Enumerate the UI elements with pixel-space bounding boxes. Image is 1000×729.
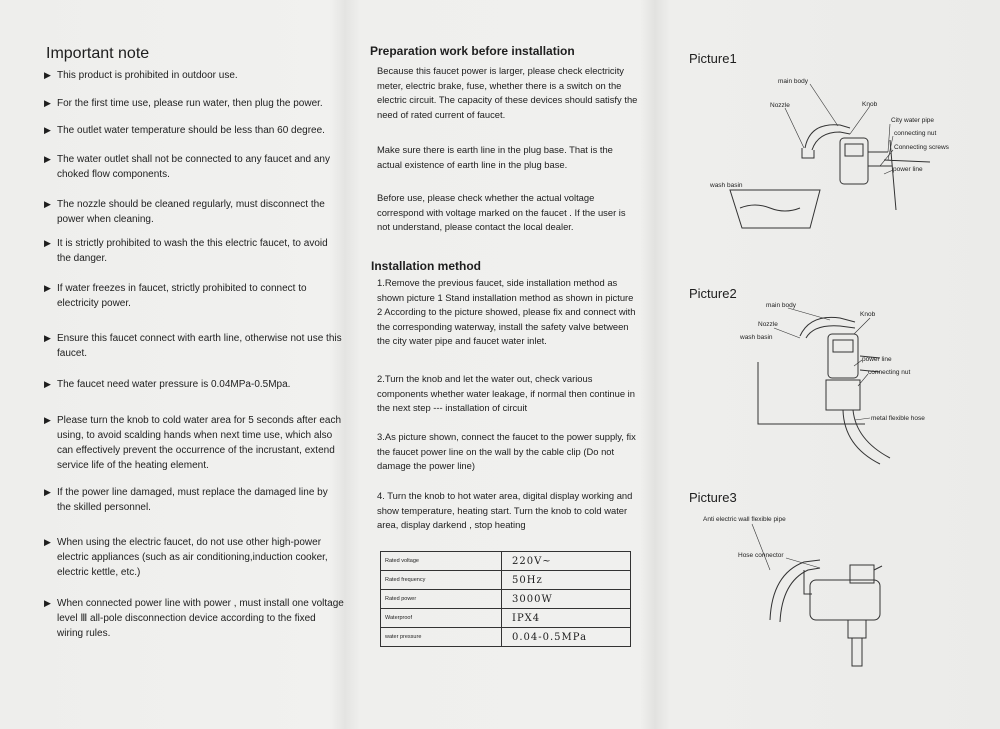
prep-paragraph: Make sure there is earth line in the plug base. That is the actual existence of earth line in the plug base. xyxy=(377,144,613,170)
picture2-diagram xyxy=(730,296,980,466)
important-note-title: Important note xyxy=(46,45,150,62)
leader-lines xyxy=(752,524,820,570)
label-connecting-nut: connecting nut xyxy=(894,130,937,137)
rating-value: 50Hz xyxy=(502,571,631,590)
label-wash-basin: wash basin xyxy=(740,334,773,341)
label-power-line: power line xyxy=(893,166,923,173)
note-item: ▶ Ensure this faucet connect with earth line, otherwise not use this faucet. xyxy=(44,333,342,359)
wash-basin-shape xyxy=(730,190,820,228)
arrow-bullet-icon: ▶ xyxy=(44,415,51,425)
arrow-bullet-icon: ▶ xyxy=(44,283,51,293)
rating-label: water pressure xyxy=(381,628,502,647)
prep-paragraph: Because this faucet power is larger, please check electricity meter, electric brake, fuse, whether there is a switch on the electric circuit. The capacity of these devices should satisfy the need of rated current of faucet. xyxy=(377,65,638,120)
note-item: ▶ This product is prohibited in outdoor use. xyxy=(44,70,238,81)
note-item: ▶ If water freezes in faucet, strictly prohibited to connect to electricity power. xyxy=(44,283,307,309)
label-wash-basin: wash basin xyxy=(710,182,743,189)
label-metal-flexible-hose: metal flexible hose xyxy=(871,415,925,422)
table-row xyxy=(381,552,631,571)
label-hose-connector: Hose connector xyxy=(738,552,784,559)
label-connecting-screws: Connecting screws xyxy=(894,144,949,151)
leader-lines xyxy=(785,84,893,174)
installation-title: Installation method xyxy=(371,259,482,273)
rating-label: Waterproof xyxy=(381,609,502,628)
rating-value: 220V~ xyxy=(502,552,631,571)
note-item: ▶ Please turn the knob to cold water area for 5 seconds after each using, to avoid scalding hands when next time use, which also can effectively prevent the occurrence of the incrustant, extend service life of the heating element. xyxy=(44,415,342,471)
install-step: 2.Turn the knob and let the water out, check various components whether water leakage, if normal then continue in the next step --- installation of circuit xyxy=(377,373,635,413)
arrow-bullet-icon: ▶ xyxy=(44,598,51,608)
table-row xyxy=(381,590,631,609)
table-row xyxy=(381,571,631,590)
note-item: ▶ When using the electric faucet, do not use other high-power electric appliances (such as air conditioning,induction cooker, electric kettle, etc.) xyxy=(44,537,328,578)
label-power-line: power line xyxy=(862,356,892,363)
install-step: 1.Remove the previous faucet, side installation method as shown picture 1 Stand installation method as shown in picture 2 According to the picture showed, please fix and connect with the corresponding waterway, install the safety valve between the city water pipe and faucet water inlet. xyxy=(377,277,636,346)
arrow-bullet-icon: ▶ xyxy=(44,379,51,389)
note-item: ▶ For the first time use, please run water, then plug the power. xyxy=(44,98,323,109)
label-main-body: main body xyxy=(766,302,796,309)
note-item: ▶ When connected power line with power , must install one voltage level Ⅲ all-pole disconnection device according to the fixed wiring rules. xyxy=(44,598,344,639)
label-anti-electric-pipe: Anti electric wall flexible pipe xyxy=(703,516,786,523)
note-item: ▶ The water outlet shall not be connected to any faucet and any choked flow components. xyxy=(44,154,330,180)
rating-value: 0.04-0.5MPa xyxy=(502,628,631,647)
label-connecting-nut: connecting nut xyxy=(868,369,911,376)
arrow-bullet-icon: ▶ xyxy=(44,537,51,547)
picture3-diagram xyxy=(700,510,950,670)
label-main-body: main body xyxy=(778,78,808,85)
label-city-water-pipe: City water pipe xyxy=(891,117,934,124)
faucet-stand-mount-illustration xyxy=(758,317,890,464)
label-nozzle: Nozzle xyxy=(770,102,790,109)
table-row xyxy=(381,609,631,628)
rating-label: Rated frequency xyxy=(381,571,502,590)
note-item: ▶ It is strictly prohibited to wash the this electric faucet, to avoid the danger. xyxy=(44,238,328,264)
picture2-title: Picture2 xyxy=(689,286,737,301)
arrow-bullet-icon: ▶ xyxy=(44,70,51,80)
prep-paragraph: Before use, please check whether the actual voltage correspond with voltage marked on the faucet . If the user is not understand, please contact the local dealer. xyxy=(377,192,626,232)
ratings-table xyxy=(380,551,631,647)
label-knob: Knob xyxy=(862,101,878,108)
picture3-title: Picture3 xyxy=(689,490,737,505)
arrow-bullet-icon: ▶ xyxy=(44,487,51,497)
arrow-bullet-icon: ▶ xyxy=(44,98,51,108)
label-nozzle: Nozzle xyxy=(758,321,778,328)
arrow-bullet-icon: ▶ xyxy=(44,199,51,209)
rating-value: IPX4 xyxy=(502,609,631,628)
leader-lines xyxy=(774,308,870,420)
preparation-title: Preparation work before installation xyxy=(370,44,575,58)
install-step: 3.As picture shown, connect the faucet to the power supply, fix the faucet power line on the wall by the cable clip (Do not damage the power line) xyxy=(377,431,636,471)
note-item: ▶ The nozzle should be cleaned regularly, must disconnect the power when cleaning. xyxy=(44,199,325,225)
rating-label: Rated power xyxy=(381,590,502,609)
arrow-bullet-icon: ▶ xyxy=(44,238,51,248)
faucet-hose-illustration xyxy=(770,560,882,666)
picture1-diagram xyxy=(700,70,980,240)
label-knob: Knob xyxy=(860,311,876,318)
rating-label: Rated voltage xyxy=(381,552,502,571)
table-row xyxy=(381,628,631,647)
arrow-bullet-icon: ▶ xyxy=(44,154,51,164)
arrow-bullet-icon: ▶ xyxy=(44,333,51,343)
picture1-title: Picture1 xyxy=(689,51,737,66)
install-step: 4. Turn the knob to hot water area, digital display working and show temperature, heating start. Turn the knob to cold water area, display darkend , stop heating xyxy=(377,490,633,530)
note-item: ▶ The outlet water temperature should be less than 60 degree. xyxy=(44,125,325,136)
note-item: ▶ The faucet need water pressure is 0.04MPa-0.5Mpa. xyxy=(44,379,291,390)
rating-value: 3000W xyxy=(502,590,631,609)
arrow-bullet-icon: ▶ xyxy=(44,125,51,135)
note-item: ▶ If the power line damaged, must replace the damaged line by the skilled personnel. xyxy=(44,487,328,513)
